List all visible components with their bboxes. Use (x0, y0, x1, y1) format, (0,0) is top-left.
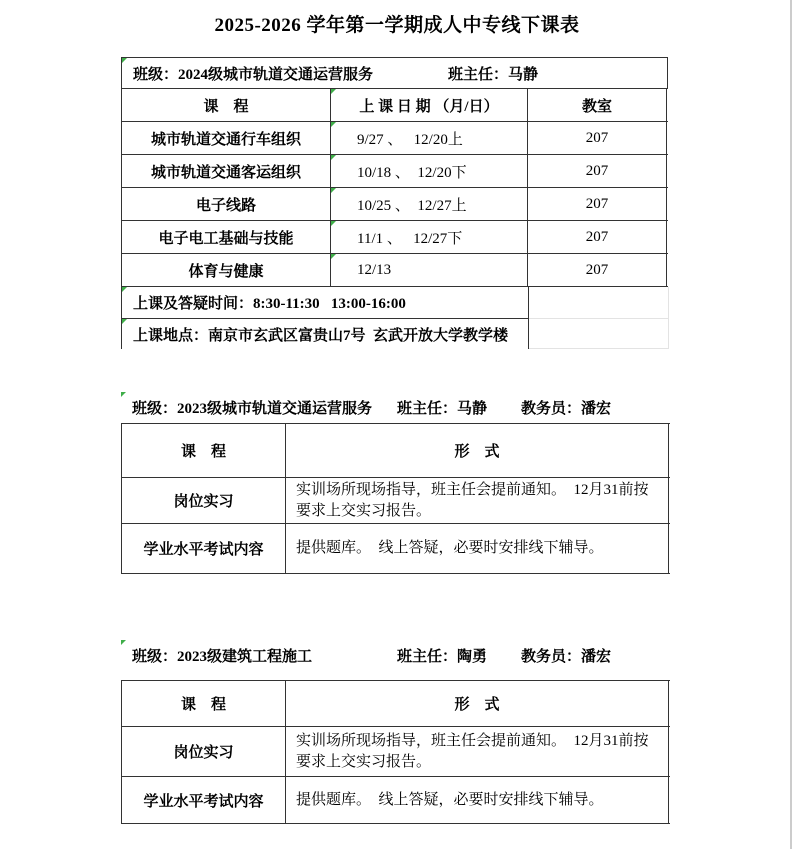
table-header-row (122, 89, 668, 122)
course-cell: 电子电工基础与技能 (122, 221, 331, 253)
room-cell: 207 (528, 122, 667, 154)
excel-corner-marker-icon (122, 58, 127, 63)
date-header-cell: 上 课 日 期 （月/日） (331, 89, 528, 121)
room-header-cell: 教室 (528, 89, 667, 121)
excel-corner-marker-icon (121, 392, 126, 397)
page-edge-line (790, 0, 792, 849)
class-label: 班级：2023级城市轨道交通运营服务 (132, 400, 373, 417)
class-info-row (121, 392, 670, 422)
room-cell: 207 (528, 254, 667, 286)
admin-label: 教务员：潘宏 (521, 648, 612, 665)
form-header-cell: 形 式 (286, 681, 669, 726)
course-cell: 城市轨道交通行车组织 (122, 122, 331, 154)
excel-corner-marker-icon (331, 155, 336, 160)
time-note-row: 上课及答疑时间：8:30-11:30 13:00-16:00 (122, 287, 529, 319)
table-row (122, 777, 670, 824)
date-cell: 11/1 、 12/27下 (331, 221, 528, 253)
room-cell: 207 (528, 188, 667, 220)
form-cell: 提供题库。 线上答疑，必要时安排线下辅导。 (286, 777, 669, 823)
excel-corner-marker-icon (331, 122, 336, 127)
table-row (122, 155, 668, 188)
excel-corner-marker-icon (331, 221, 336, 226)
course-cell: 体育与健康 (122, 254, 331, 286)
location-note-row: 上课地点：南京市玄武区富贵山7号 玄武开放大学教学楼 (122, 319, 529, 349)
class-info-row (121, 640, 670, 670)
gridline-ghost (529, 287, 669, 349)
table-row (122, 122, 668, 155)
excel-corner-marker-icon (331, 188, 336, 193)
schedule-table-2024-rail (121, 57, 668, 349)
empty-grid-cell (529, 287, 669, 319)
form-header-cell: 形 式 (286, 424, 669, 477)
course-header-cell: 课 程 (122, 424, 286, 477)
date-cell: 9/27 、 12/20上 (331, 122, 528, 154)
excel-corner-marker-icon (121, 640, 126, 645)
date-cell: 10/18 、 12/20下 (331, 155, 528, 187)
table-header-row (122, 681, 670, 727)
table-row (122, 478, 670, 524)
table-header-row (122, 424, 670, 478)
date-cell: 12/13 (331, 254, 528, 286)
class-label: 班级：2023级建筑工程施工 (132, 648, 313, 665)
head-teacher-label: 班主任：陶勇 (397, 648, 488, 665)
class-label: 班级：2024级城市轨道交通运营服务 (133, 66, 374, 83)
schedule-table-2023-construction (121, 680, 670, 824)
course-header-cell: 课 程 (122, 681, 286, 726)
form-cell: 实训场所现场指导，班主任会提前通知。 12月31前按要求上交实习报告。 (286, 478, 669, 523)
table-row (122, 221, 668, 254)
course-cell: 电子线路 (122, 188, 331, 220)
table-row (122, 727, 670, 777)
table-row (122, 524, 670, 574)
course-cell: 岗位实习 (122, 478, 286, 523)
room-cell: 207 (528, 155, 667, 187)
empty-grid-cell (529, 319, 669, 349)
excel-corner-marker-icon (331, 254, 336, 259)
excel-corner-marker-icon (122, 319, 127, 324)
course-cell: 学业水平考试内容 (122, 524, 286, 573)
course-cell: 学业水平考试内容 (122, 777, 286, 823)
head-teacher-label: 班主任：马静 (397, 400, 488, 417)
page-title: 2025-2026 学年第一学期成人中专线下课表 (214, 15, 580, 36)
course-cell: 岗位实习 (122, 727, 286, 776)
excel-corner-marker-icon (331, 89, 336, 94)
course-cell: 城市轨道交通客运组织 (122, 155, 331, 187)
admin-label: 教务员：潘宏 (521, 400, 612, 417)
class-info-row (122, 58, 668, 89)
course-header-cell: 课 程 (122, 89, 331, 121)
head-teacher-label: 班主任：马静 (448, 66, 539, 83)
table-row (122, 254, 668, 287)
schedule-table-2023-rail (121, 423, 670, 574)
form-cell: 实训场所现场指导，班主任会提前通知。 12月31前按要求上交实习报告。 (286, 727, 669, 776)
table-row (122, 188, 668, 221)
excel-corner-marker-icon (122, 287, 127, 292)
date-cell: 10/25 、 12/27上 (331, 188, 528, 220)
form-cell: 提供题库。 线上答疑，必要时安排线下辅导。 (286, 524, 669, 573)
room-cell: 207 (528, 221, 667, 253)
